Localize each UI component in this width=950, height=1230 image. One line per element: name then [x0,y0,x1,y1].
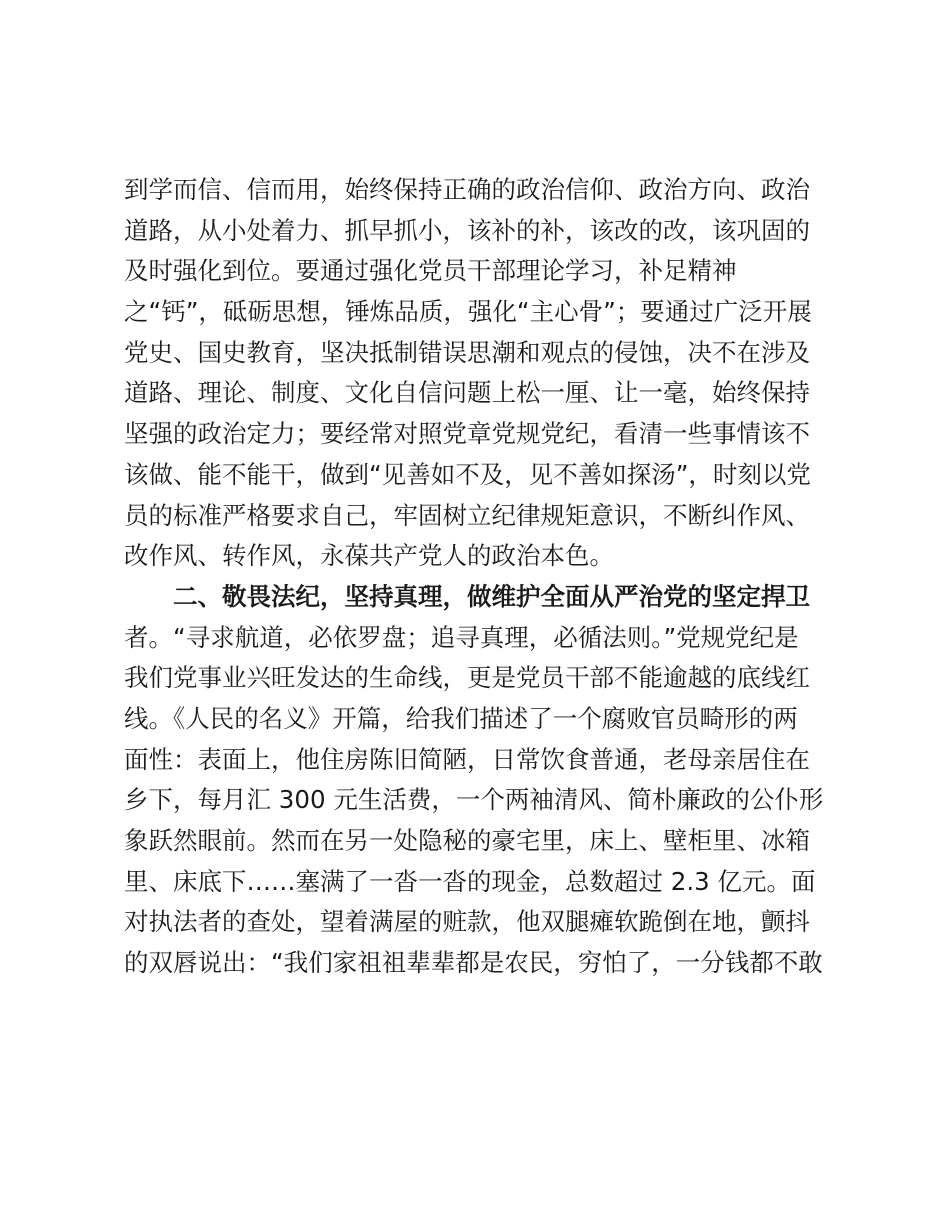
paragraph-line: 里、床底下……塞满了一沓一沓的现金，总数超过 2.3 亿元。面 [124,866,816,896]
paragraph-line: 该做、能不能干，做到“见善如不及，见不善如探汤”，时刻以党 [124,459,811,489]
body-text [124,170,844,984]
section-heading-line: 二、敬畏法纪，坚持真理，做维护全面从严治党的坚定捍卫 [173,581,810,611]
paragraph-line: 面性：表面上，他住房陈旧简陋，日常饮食普通，老母亲居住在 [124,744,810,774]
paragraph-line: 的双唇说出：“我们家祖祖辈辈都是农民，穷怕了，一分钱都不敢 [124,948,823,978]
paragraph-line: 坚强的政治定力；要经常对照党章党规党纪，看清一些事情该不 [124,419,810,449]
paragraph-line: 道路，从小处着力、抓早抓小，该补的补，该改的改，该巩固的 [124,215,810,245]
paragraph-line: 改作风、转作风，永葆共产党人的政治本色。 [124,541,614,571]
paragraph-line: 我们党事业兴旺发达的生命线，更是党员干部不能逾越的底线红 [124,663,810,693]
paragraph-line: 员的标准严格要求自己，牢固树立纪律规矩意识，不断纠作风、 [124,500,810,530]
paragraph-line: 到学而信、信而用，始终保持正确的政治信仰、政治方向、政治 [124,175,810,204]
paragraph-line: 道路、理论、制度、文化自信问题上松一厘、让一毫，始终保持 [124,378,810,408]
paragraph-line: 及时强化到位。要通过强化党员干部理论学习，补足精神 [124,256,737,286]
paragraph-line: 象跃然眼前。然而在另一处隐秘的豪宅里，床上、壁柜里、冰箱 [124,826,810,855]
paragraph-line: 者。“寻求航道，必依罗盘；追寻真理，必循法则。”党规党纪是 [124,622,799,652]
paragraph-line: 乡下，每月汇 300 元生活费，一个两袖清风、简朴廉政的公仆形 [124,785,824,815]
paragraph-line: 线。《人民的名义》开篇，给我们描述了一个腐败官员畸形的两 [124,703,798,733]
paragraph-line: 对执法者的查处，望着满屋的赃款，他双腿瘫软跪倒在地，颤抖 [124,907,810,937]
paragraph-line: 党史、国史教育，坚决抵制错误思潮和观点的侵蚀，决不在涉及 [124,337,810,367]
paragraph-line: 之“钙”，砥砺思想，锤炼品质，强化“主心骨”；要通过广泛开展 [124,297,812,327]
